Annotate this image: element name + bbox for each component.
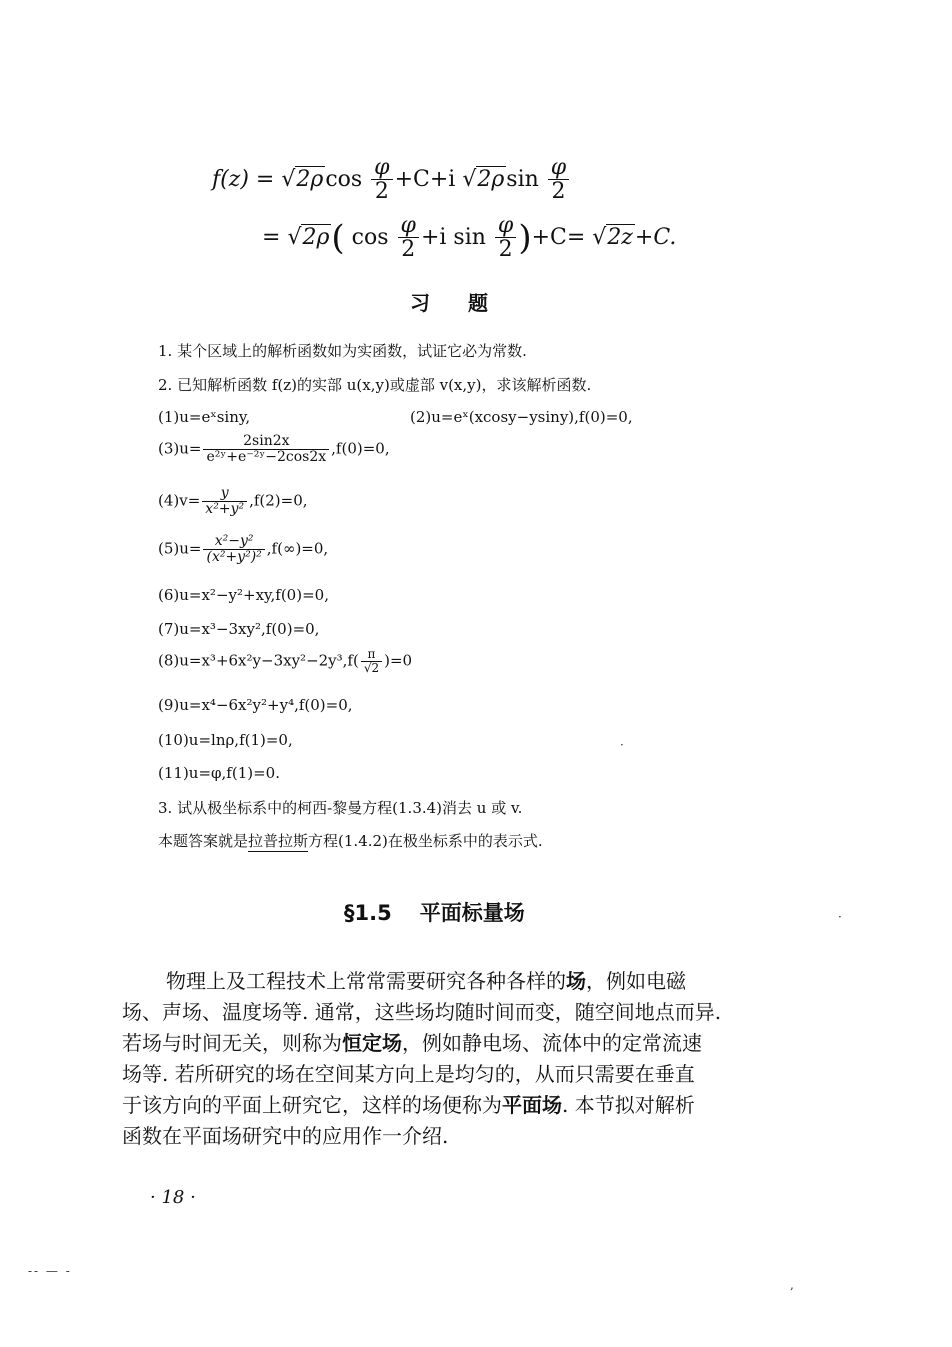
plus-c-eq: +C= xyxy=(531,225,586,251)
cos-label: cos xyxy=(351,225,389,251)
fraction-phi-2: $\frac{\varphi}{2}$ xyxy=(495,214,516,262)
equation-line-2 xyxy=(262,214,676,262)
paragraph-line: 于该方向的平面上研究它，这样的场便称为平面场. 本节拟对解析 xyxy=(122,1093,695,1117)
fraction-phi-2: $\frac{\varphi}{2}$ xyxy=(548,156,569,204)
fraction-phi-2: $\frac{\varphi}{2}$ xyxy=(398,214,419,262)
left-paren: ( xyxy=(331,218,345,259)
exercise-item-5: (5)u= $\frac{\text{x²−y²}}{\text{(x²+y²)²}}$ ,f(∞)=0, xyxy=(158,533,329,565)
section-heading xyxy=(344,897,525,927)
exercise-item-6: (6)u=x²−y²+xy,f(0)=0, xyxy=(158,586,329,604)
exercise-item-3: (3)u= $\frac{2\sin 2x}{\text{e²ʸ+e⁻²ʸ−2cos2x}}$ ,f(0)=0, xyxy=(158,433,390,465)
fraction: $\frac{y}{\text{x²+y²}}$ xyxy=(202,486,247,517)
eq-lhs: f(z) xyxy=(212,167,249,193)
exercise-item-2: (2)u=eˣ(xcosy−ysiny),f(0)=0, xyxy=(410,408,633,426)
exercise-item-7: (7)u=x³−3xy²,f(0)=0, xyxy=(158,620,320,638)
plus-i-sin: +i sin xyxy=(420,225,486,251)
exercise-item-8: (8)u=x³+6x²y−3xy²−2y³,f( $\frac{\pi}{√2}$ )=0 xyxy=(158,647,413,675)
sqrt-term: √2ρ xyxy=(287,225,330,251)
term-field: 场 xyxy=(566,969,586,993)
stray-dot: · xyxy=(620,738,624,752)
cos-label: cos xyxy=(325,167,363,193)
paragraph-line: 场、声场、温度场等. 通常，这些场均随时间而变，随空间地点而异. xyxy=(122,1000,722,1024)
term-constant-field: 恒定场 xyxy=(342,1031,402,1055)
page-number: · 18 · xyxy=(150,1187,196,1208)
underlined-term: 拉普拉斯 xyxy=(248,832,309,850)
exercises-heading: 习题 xyxy=(410,291,526,315)
paragraph-line: 若场与时间无关，则称为恒定场，例如静电场、流体中的定常流速 xyxy=(122,1031,702,1055)
sqrt-term: √2z xyxy=(592,225,633,251)
eq-sign: = xyxy=(255,167,275,193)
fraction-phi-2: $\frac{\varphi}{2}$ xyxy=(371,156,392,204)
exercise-item-10: (10)u=lnρ,f(1)=0, xyxy=(158,731,293,749)
body-paragraph xyxy=(122,966,721,1152)
paragraph-line: 场等. 若所研究的场在空间某方向上是均匀的，从而只需要在垂直 xyxy=(122,1062,695,1086)
exercise-item-1: (1)u=eˣsiny, xyxy=(158,408,251,426)
section-number: §1.5 xyxy=(344,901,392,925)
exercise-item-9: (9)u=x⁴−6x²y²+y⁴,f(0)=0, xyxy=(158,696,353,714)
exercise-2: 2. 已知解析函数 f(z)的实部 u(x,y)或虚部 v(x,y)，求该解析函数. xyxy=(158,376,592,394)
sqrt-term: √2ρ xyxy=(281,167,324,193)
exercise-note: 本题答案就是拉普拉斯方程(1.4.2)在极坐标系中的表示式. xyxy=(158,832,543,850)
fraction: $\frac{\pi}{√2}$ xyxy=(361,648,382,675)
footer-mark: -- — - xyxy=(28,1264,72,1278)
right-paren: ) xyxy=(518,218,532,259)
section-title: 平面标量场 xyxy=(419,901,525,925)
paragraph-line: 物理上及工程技术上常常需要研究各种各样的场，例如电磁 xyxy=(166,969,686,993)
eq-sign: = xyxy=(262,225,281,251)
exercise-3: 3. 试从极坐标系中的柯西-黎曼方程(1.3.4)消去 u 或 v. xyxy=(158,799,523,817)
sqrt-term: √2ρ xyxy=(462,167,505,193)
equation-line-1 xyxy=(212,156,571,204)
exercise-1: 1. 某个区域上的解析函数如为实函数，试证它必为常数. xyxy=(158,342,527,360)
fraction: $\frac{2\sin 2x}{\text{e²ʸ+e⁻²ʸ−2cos2x}}$ xyxy=(203,434,329,465)
fraction: $\frac{\text{x²−y²}}{\text{(x²+y²)²}}$ xyxy=(203,534,264,565)
term-plane-field: 平面场 xyxy=(502,1093,562,1117)
exercise-item-4: (4)v= $\frac{y}{\text{x²+y²}}$ ,f(2)=0, xyxy=(158,485,308,517)
plus-c-end: +C. xyxy=(634,225,677,251)
stray-dot: , xyxy=(790,1278,794,1292)
stray-dot: · xyxy=(838,910,842,924)
exercise-item-11: (11)u=φ,f(1)=0. xyxy=(158,764,280,782)
plus-c-i: +C+i xyxy=(394,167,456,193)
paragraph-line: 函数在平面场研究中的应用作一介绍. xyxy=(122,1124,449,1148)
sin-label: sin xyxy=(506,167,539,193)
